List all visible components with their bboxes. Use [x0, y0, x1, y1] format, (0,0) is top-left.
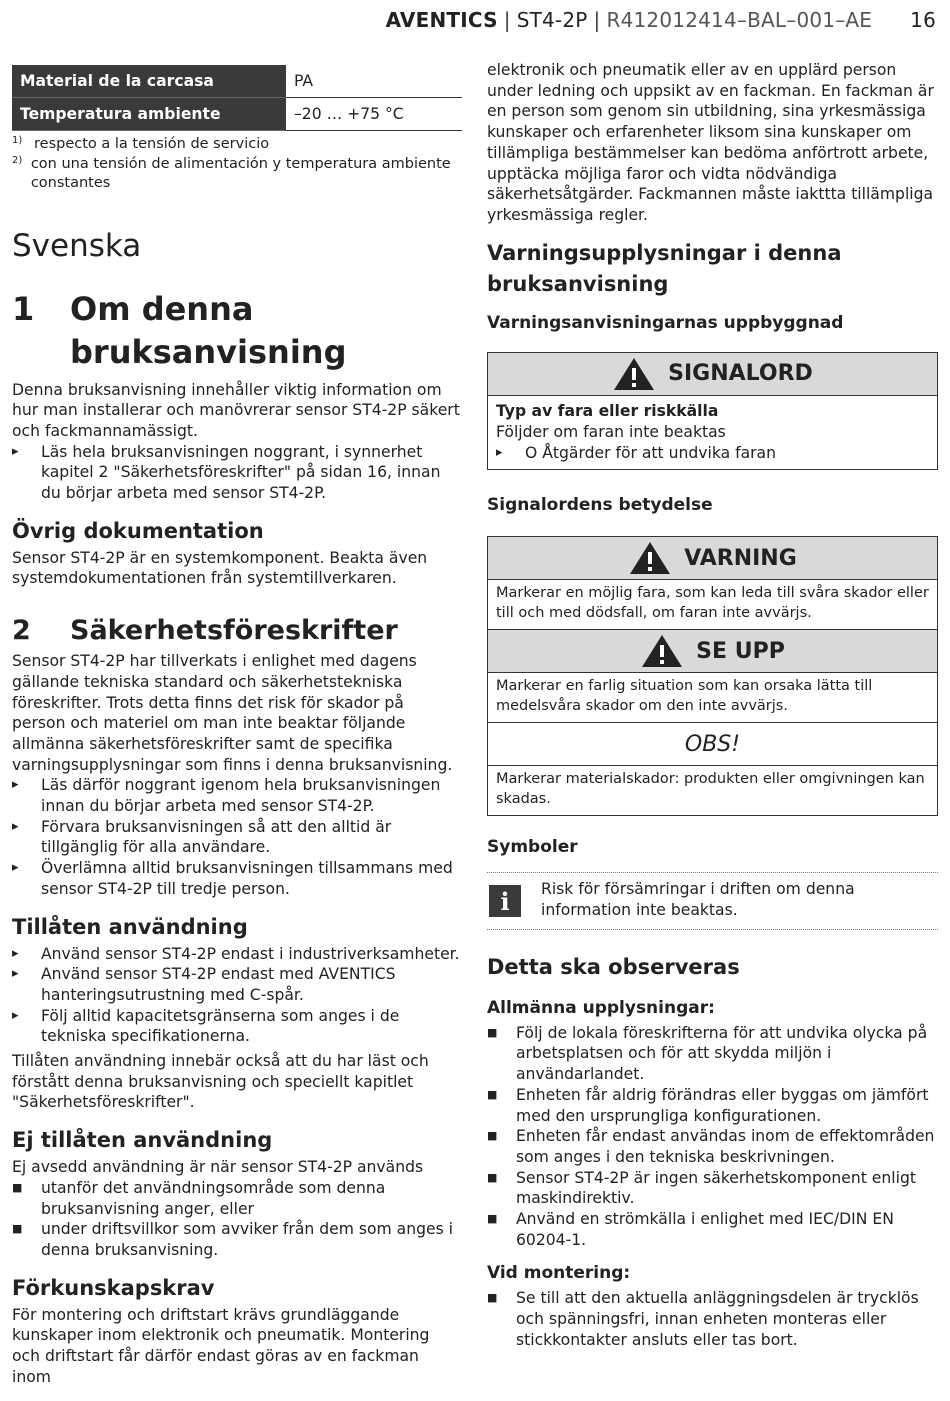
signal-word: SE UPP [696, 638, 785, 664]
table-row [12, 65, 462, 98]
prereq-text-continued: elektronik och pneumatik eller av en upplärd person under ledning och uppsikt av en fackman. En fackman är en person som genom sin utbildning, sina yrkesmässiga kunskaper och erfarenheter liksom sina kunskaper om tillämpliga bestämmelser kan bedöma anförtrott arbete, upptäcka möjliga faror och vidta nödvändiga säkerhetsåtgärder. Fackmannen måste iakttta tillämpliga yrkesmässiga regler. [487, 61, 934, 224]
chapter-1-intro: Denna bruksanvisning innehåller viktig information om hur man installerar och manövrerar sensor ST4-2P säkert och fackmannamässigt. [12, 380, 460, 440]
spec-value: PA [286, 65, 462, 98]
list-item: ▸ Överlämna alltid bruksanvisningen tillsammans med sensor ST4-2P till tredje person. [12, 858, 462, 899]
warning-triangle-icon [640, 633, 684, 669]
list-item: ■ utanför det användningsområde som denna bruksanvisning anger, eller [12, 1178, 462, 1219]
warning-structure-body [488, 396, 937, 470]
signal-word-bar [488, 537, 937, 580]
prereq-text: För montering och driftstart krävs grundläggande kunskaper inom elektronik och pneumatik. Montering och driftstart får därför endast göras av en fackman inom [12, 1305, 430, 1386]
hazard-type: Typ av fara eller riskkälla [496, 401, 719, 420]
signal-description: Markerar materialskador: produkten eller omgivningen kan skadas. [496, 771, 925, 807]
signal-word-bar [488, 630, 937, 673]
document-id: R412012414–BAL–001–AE [606, 8, 873, 32]
signal-description: Markerar en farlig situation som kan orsaka lätta till medelsvåra skador om den inte avvärjs. [496, 678, 873, 714]
list-item: ▸ Läs hela bruksanvisningen noggrant, i synnerhet kapitel 2 "Säkerhetsföreskrifter" på sidan 16, innan du börjar arbeta med sensor ST4-2P. [12, 442, 462, 504]
other-doc-text: Sensor ST4-2P är en systemkomponent. Beakta även systemdokumentationen från systemtillverkaren. [12, 548, 428, 588]
list-item: ■ under driftsvillkor som avviker från dem som anges i denna bruksanvisning. [12, 1219, 462, 1260]
list-item: ▸ Använd sensor ST4-2P endast med AVENTICS hanteringsutrustning med C-spår. [12, 964, 462, 1005]
signal-level-caution [488, 630, 937, 723]
info-icon: i [489, 885, 521, 917]
general-info-heading: Allmänna upplysningar: [487, 997, 715, 1018]
chapter-2-intro: Sensor ST4-2P har tillverkats i enlighet med dagens gällande tekniska standard och säkerhetstekniska föreskrifter. Trots detta finns det risk för skador på person och materiel om man inte beaktar följande allmänna säkerhetsföreskrifter samt de specifika varningsupplysningar som finns i denna bruksanvisning. [12, 652, 453, 774]
signal-word: VARNING [684, 545, 797, 571]
mounting-bullets [487, 1288, 938, 1350]
warning-structure-heading: Varningsanvisningarnas uppbyggnad [487, 312, 844, 333]
info-text: Risk för försämringar i driften om denna information inte beaktas. [541, 880, 855, 920]
signal-meaning-box [487, 536, 938, 816]
signal-word-bar [488, 353, 937, 396]
signal-level-notice [488, 723, 937, 815]
product-name: ST4-2P [516, 8, 588, 32]
general-info-bullets [487, 1023, 938, 1251]
page-header: AVENTICS | ST4-2P | R412012414–BAL–001–AE 16 [385, 8, 936, 32]
hazard-consequence: Följder om faran inte beaktas [496, 422, 726, 441]
list-item: ■ Enheten får aldrig förändras eller byggas om jämfört med den ursprungliga konfigurationen. [487, 1085, 938, 1126]
symbols-heading: Symboler [487, 837, 578, 858]
allowed-use-heading: Tillåten användning [12, 914, 248, 939]
spec-key: Temperatura ambiente [12, 98, 286, 131]
list-item: ■ Se till att den aktuella anläggningsdelen är trycklös och spänningsfri, innan enheten monteras eller stickkontakter ansluts eller tas bort. [487, 1288, 938, 1350]
signal-word: SIGNALORD [668, 361, 813, 387]
not-allowed-text: Ej avsedd användning är när sensor ST4-2P används [12, 1158, 424, 1177]
list-item: ■ Sensor ST4-2P är ingen säkerhetskomponent enligt maskindirektiv. [487, 1168, 938, 1209]
signal-description: Markerar en möjlig fara, som kan leda till svåra skador eller till och med dödsfall, om faran inte avvärjs. [496, 585, 929, 621]
info-symbol-box [487, 872, 938, 929]
chapter-number: 2 [12, 615, 31, 647]
chapter-number: 1 [12, 289, 35, 328]
list-item: ■ Följ de lokala föreskrifterna för att undvika olycka på arbetsplatsen och för att skydda miljön i användarlandet. [487, 1023, 938, 1085]
spec-key: Material de la carcasa [12, 65, 286, 98]
page-number: 16 [910, 8, 936, 32]
observe-heading: Detta ska observeras [487, 954, 740, 979]
warning-triangle-icon [612, 356, 656, 392]
warning-triangle-icon [628, 540, 672, 576]
chapter-title: Säkerhetsföreskrifter [70, 615, 398, 647]
list-item: ▸ Använd sensor ST4-2P endast i industriverksamheter. [12, 944, 462, 965]
signal-meaning-heading: Signalordens betydelse [487, 495, 713, 516]
prereq-heading: Förkunskapskrav [12, 1275, 215, 1300]
footnote [12, 155, 462, 194]
table-row [12, 98, 462, 131]
footnote [12, 135, 462, 155]
footnote-mark: 1) [12, 135, 23, 146]
list-item: ▸ Förvara bruksanvisningen så att den alltid är tillgänglig för alla användare. [12, 817, 462, 858]
chapter-1-bullets [12, 442, 462, 504]
list-item: ▸ O Åtgärder för att undvika faran [496, 443, 929, 464]
warning-structure-box [487, 352, 938, 471]
chapter-1-heading [12, 288, 462, 374]
list-item: ▸ Följ alltid kapacitetsgränserna som anges i de tekniska specifikationerna. [12, 1006, 462, 1047]
warnings-heading: Varningsupplysningar i denna bruksanvisning [487, 240, 842, 296]
footnote-text: con una tensión de alimentación y temperatura ambiente constantes [30, 155, 451, 191]
notice-word-bar: OBS! [488, 723, 937, 766]
chapter-2-heading [12, 613, 462, 649]
not-allowed-heading: Ej tillåten användning [12, 1128, 273, 1153]
list-item: ■ Enheten får endast användas inom de effektområden som anges i den tekniska beskrivningen. [487, 1126, 938, 1167]
signal-level-warning [488, 537, 937, 630]
allowed-use-bullets [12, 944, 462, 1048]
chapter-title: Om denna bruksanvisning [70, 289, 347, 371]
footnote-text: respecto a la tensión de servicio [34, 136, 270, 152]
chapter-2-bullets [12, 775, 462, 899]
language-title: Svenska [12, 227, 142, 264]
other-doc-heading: Övrig dokumentation [12, 518, 264, 543]
list-item: ▸ Läs därför noggrant igenom hela bruksanvisningen innan du börjar arbeta med sensor ST4-2P. [12, 775, 462, 816]
not-allowed-bullets [12, 1178, 462, 1261]
footnote-mark: 2) [12, 154, 23, 166]
list-item: ■ Använd en strömkälla i enlighet med IEC/DIN EN 60204-1. [487, 1209, 938, 1250]
spec-value: –20 … +75 °C [286, 98, 462, 131]
specs-table [12, 65, 462, 131]
left-column [12, 60, 462, 1388]
brand-name: AVENTICS [385, 8, 498, 32]
hazard-actions [496, 443, 929, 464]
footnotes [12, 135, 462, 194]
allowed-use-text: Tillåten användning innebär också att du har läst och förstått denna bruksanvisning och speciellt kapitlet "Säkerhetsföreskrifter". [12, 1052, 429, 1112]
right-column [487, 60, 938, 1351]
mounting-heading: Vid montering: [487, 1263, 631, 1284]
